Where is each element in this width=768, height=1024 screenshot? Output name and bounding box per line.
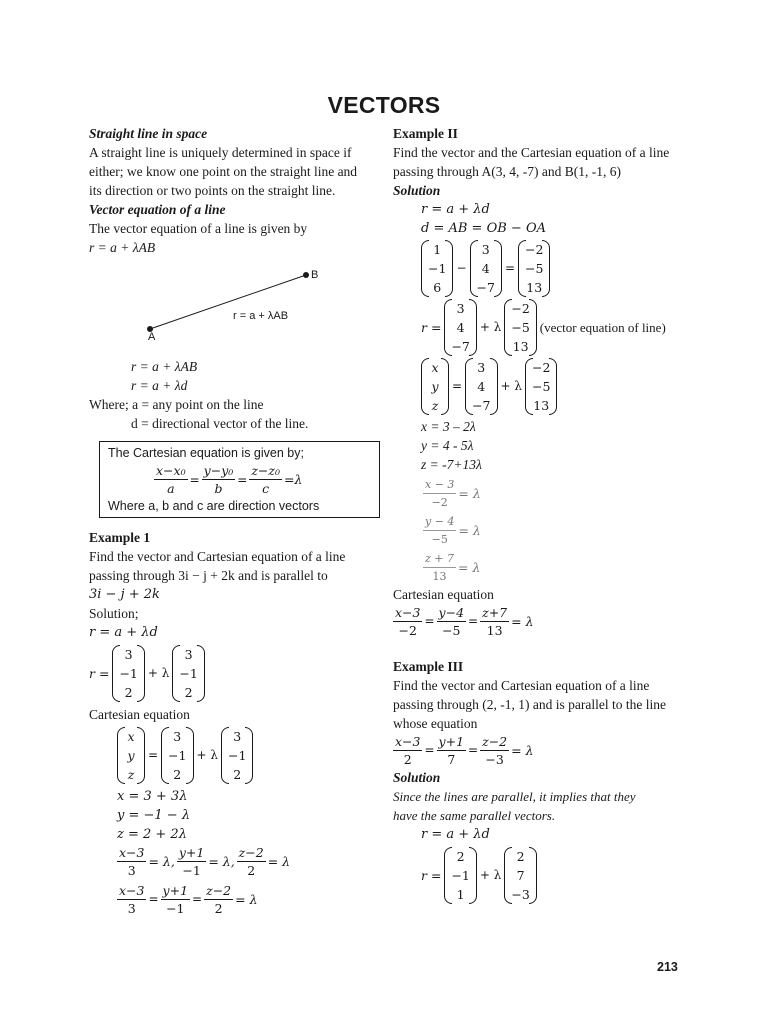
question-line: passing through A(3, 4, -7) and B(1, -1, 6) [393, 164, 621, 179]
point-a-label: A [148, 331, 156, 343]
matrix: 3 −1 2 [172, 645, 204, 702]
frac-numerator: y−y₀ [203, 463, 234, 478]
frac-denominator: a [167, 481, 175, 496]
section-heading: Vector equation of a line [89, 202, 226, 217]
vector-equation-row: x y z = 3 −1 2 + λ 3 −1 2 [89, 727, 379, 784]
question-line: Find the vector and Cartesian equation of a line [89, 549, 346, 564]
matrix: 1 −1 6 [421, 240, 453, 297]
faded-fraction: $\frac{z + 7}{13}$ = λ [425, 552, 481, 583]
paragraph-line: A straight line is uniquely determined in space if [89, 145, 352, 160]
equation: z = 2 + 2λ [117, 827, 187, 842]
solution-label: Solution; [89, 606, 139, 621]
subheading: Cartesian equation [393, 587, 494, 602]
matrix: 2 −1 1 [444, 847, 476, 904]
equation: r = a + λd [89, 625, 158, 640]
diagram-equation: r = a + λAB [233, 310, 289, 322]
point-b-label: B [311, 269, 319, 281]
cartesian-equation-box [99, 441, 380, 518]
paragraph-line: The vector equation of a line is given by [89, 221, 308, 236]
faded-fraction: $\frac{x - 3}{-2}$ = λ [425, 478, 481, 509]
matrix: 3 −1 2 [161, 727, 193, 784]
equation: r = a + λd [131, 378, 188, 393]
matrix: 3 4 −7 [470, 240, 502, 297]
cartesian-fraction-row: $\frac{x-3}{2}$ = $\frac{y+1}{7}$ = $\frac{z-2}{-3}$ = λ [395, 734, 534, 767]
equation: y = −1 − λ [117, 808, 191, 823]
frac-denominator: c [262, 481, 270, 496]
paragraph-line: either; we know one point on the straight line and [89, 164, 358, 179]
question-line: passing through 3i − j + 2k and is parallel to [89, 568, 328, 583]
question-line: Find the vector and Cartesian equation of a line [393, 678, 650, 693]
question-line: whose equation [393, 716, 478, 731]
frac-numerator: x−x₀ [156, 463, 186, 478]
question-line: Find the vector and the Cartesian equation of a line [393, 145, 670, 160]
section-heading: Straight line in space [89, 126, 208, 141]
solution-text: have the same parallel vectors. [393, 808, 556, 823]
example-title: Example II [393, 126, 458, 141]
definition-line: d = directional vector of the line. [131, 416, 309, 431]
matrix: −2 −5 13 [504, 299, 536, 356]
equation: r = a + λAB [89, 240, 156, 255]
vector-equation-row: r = 2 −1 1 + λ 2 7 −3 [393, 847, 693, 904]
cartesian-fraction-row: $\frac{\text{x−x₀}}{a}$ = $\frac{\text{y−y₀}}{b}$ = $\frac{\text{z−z₀}}{c}$ =λ [156, 463, 303, 496]
box-heading: The Cartesian equation is given by; [108, 446, 304, 460]
example-title: Example 1 [89, 530, 151, 545]
page-title: VECTORS [327, 92, 441, 118]
equation: y = 4 - 5λ [421, 438, 474, 453]
left-column [89, 124, 379, 917]
equation: x = 3 – 2λ [421, 419, 476, 434]
matrix: −2 −5 13 [518, 240, 550, 297]
paragraph-line: its direction or two points on the straight line. [89, 183, 336, 198]
line-diagram [89, 257, 379, 357]
equation: r = a + λAB [131, 359, 198, 374]
solution-text: Since the lines are parallel, it implies that they [393, 789, 636, 804]
annotation: (vector equation of line) [539, 320, 666, 335]
subheading: Cartesian equation [89, 707, 190, 722]
question-line: 3i − j + 2k [89, 587, 160, 602]
matrix: 2 7 −3 [504, 847, 536, 904]
vector-equation-row: x y z = 3 4 −7 + λ −2 −5 13 [393, 358, 693, 415]
cartesian-fraction-row: $\frac{x-3}{3}$ = $\frac{y+1}{-1}$ = $\frac{z-2}{2}$ = λ [119, 883, 258, 916]
example-title: Example III [393, 659, 464, 674]
matrix: 3 4 −7 [465, 358, 497, 415]
parametric-fraction-row: $\frac{x-3}{3}$ = λ, $\frac{y+1}{-1}$ = λ, $\frac{z-2}{2}$ = λ [119, 845, 291, 878]
matrix: 3 −1 2 [112, 645, 144, 702]
frac-denominator: b [214, 481, 223, 496]
equation: r = a + λd [421, 202, 490, 217]
question-line: passing through (2, -1, 1) and is parallel to the line [393, 697, 666, 712]
vector-equation-row: r = 3 −1 2 + λ 3 −1 2 [89, 645, 379, 702]
frac-numerator: z−z₀ [251, 463, 280, 478]
definition-line: Where; a = any point on the line [89, 397, 264, 412]
solution-label: Solution [393, 770, 441, 785]
vector-subtraction-row: 1 −1 6 − 3 4 −7 = −2 −5 13 [393, 240, 693, 297]
matrix: x y z [421, 358, 449, 415]
faded-fraction: $\frac{y - 4}{-5}$ = λ [425, 515, 481, 546]
solution-label: Solution [393, 183, 441, 198]
box-note: Where a, b and c are direction vectors [108, 499, 320, 513]
vector-equation-row: r = 3 4 −7 + λ −2 −5 13 (vector equation of line) [421, 301, 666, 354]
equation: d = AB = OB − OA [421, 221, 546, 236]
matrix: −2 −5 13 [525, 358, 557, 415]
page-number: 213 [657, 960, 678, 974]
equation: r = a + λd [421, 827, 490, 842]
equation: z = -7+13λ [421, 457, 482, 472]
cartesian-fraction-row: $\frac{x-3}{-2}$ = $\frac{y-4}{-5}$ = $\frac{z+7}{13}$ = λ [395, 605, 534, 638]
right-column [393, 124, 693, 907]
matrix: x y z [117, 727, 145, 784]
matrix: 3 4 −7 [444, 299, 476, 356]
matrix: 3 −1 2 [221, 727, 253, 784]
equals-lambda: =λ [283, 471, 303, 487]
equation: x = 3 + 3λ [117, 789, 188, 804]
